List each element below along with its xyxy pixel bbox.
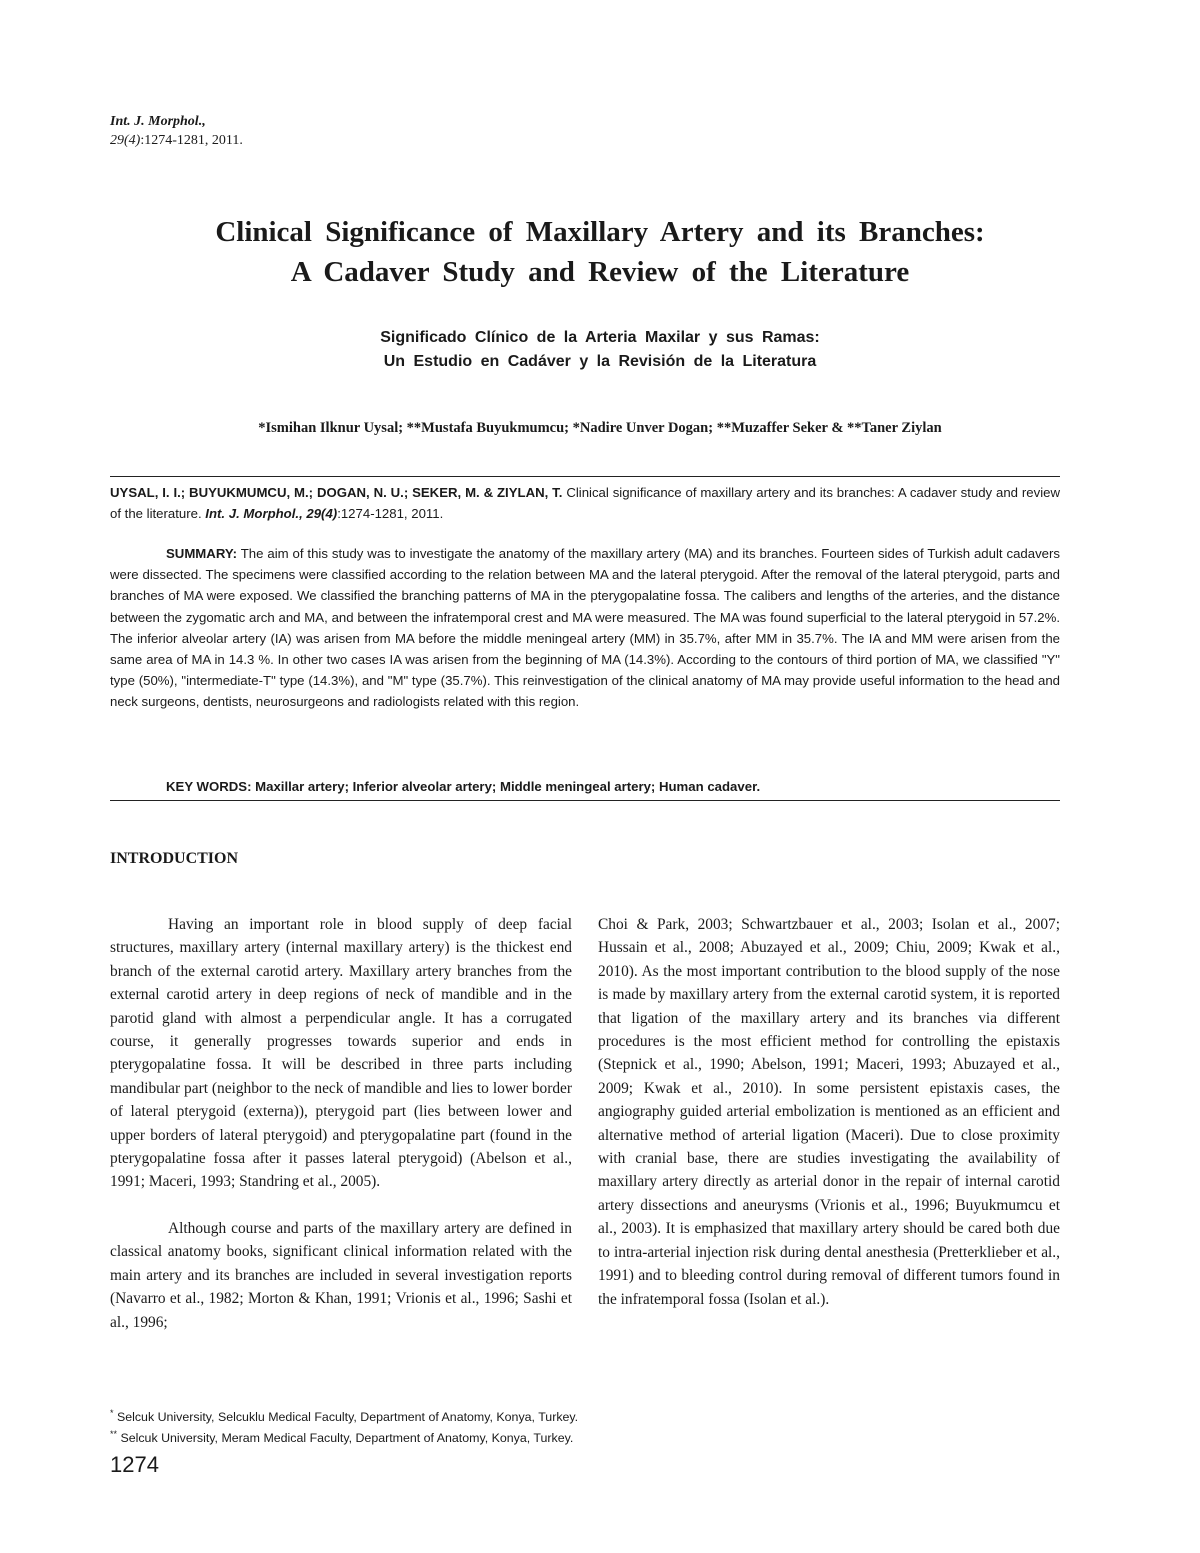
page-number: 1274 xyxy=(110,1452,159,1477)
intro-paragraph-2-continued: Choi & Park, 2003; Schwartzbauer et al., 2003; Isolan et al., 2007; Hussain et al., 2008; Abuzayed et al., 2009; Chiu, 2009; Kwak et al., 2010). As the most important contribution to the blood supply of the nose is made by maxillary artery from the external carotid system, it is reported that ligation of the maxillary artery and its branches via different procedures is the most efficient method for controlling the epistaxis (Stepnick et al., 1990; Abelson, 1991; Maceri, 1993; Abuzayed et al., 2009; Kwak et al., 2010). In some persistent epistaxis cases, the angiography guided arterial embolization is mentioned as an efficient and alternative method of arterial ligation (Maceri). Due to close proximity with cranial base, there are studies investigating the availability of maxillary artery directly as arterial donor in the repair of internal carotid artery dissections and aneurysms (Vrionis et al., 1996; Buyukmumcu et al., 2003). It is emphasized that maxillary artery should be cared both due to intra-arterial injection risk during dental anesthesia (Pretterklieber et al., 1991) and to bleeding control during removal of different tumors found in the infratemporal fossa (Isolan et al.). xyxy=(598,916,1060,1308)
paper-title-line1: Clinical Significance of Maxillary Artery and its Branches: xyxy=(215,216,985,248)
paper-title-line2: A Cadaver Study and Review of the Literature xyxy=(290,256,910,288)
paper-subtitle-line2: Un Estudio en Cadáver y la Revisión de la Literatura xyxy=(383,353,817,370)
affiliation-footnotes xyxy=(110,1405,578,1447)
summary-text: The aim of this study was to investigate the anatomy of the maxillary artery (MA) and its branches. Fourteen sides of Turkish adult cadavers were dissected. The specimens were classified according to the relation between MA and the lateral pterygoid. After the removal of the lateral pterygoid, parts and branches of MA were exposed. We classified the branching patterns of MA in the pterygopalatine fossa. The calibers and lengths of the arteries, and the distance between the zygomatic arch and MA, and between the infratemporal crest and MA were measured. The MA was found superficial to the lateral pterygoid in 57.2%. The inferior alveolar artery (IA) was arisen from MA before the middle meningeal artery (MM) in 35.7%, after MM in 35.7%. The IA and MM were arisen from the same area of MA in 14.3 %. In other two cases IA was arisen from the beginning of MA (14.3%). According to the contours of third portion of MA, we classified "Y" type (50%), "intermediate-T" type (14.3%), and "M" type (35.7%). This reinvestigation of the clinical anatomy of MA may provide useful information to the head and neck surgeons, dentists, neurosurgeons and radiologists related with this region. xyxy=(110,546,1060,710)
citation-pages: :1274-1281, 2011. xyxy=(337,506,444,522)
summary-paragraph xyxy=(110,543,1060,713)
journal-name: Int. J. Morphol., xyxy=(110,114,206,129)
journal-volume-issue: 29(4) xyxy=(110,133,141,148)
journal-reference xyxy=(110,112,243,150)
footnote-1-text: Selcuk University, Selcuklu Medical Faculty, Department of Anatomy, Konya, Turkey. xyxy=(113,1410,579,1425)
right-column xyxy=(598,913,1060,1311)
summary-label: SUMMARY: xyxy=(166,546,238,561)
keywords-line: KEY WORDS: Maxillar artery; Inferior alveolar artery; Middle meningeal artery; Human cadaver. xyxy=(166,779,761,794)
citation-text: Clinical significance of maxillary artery and its branches: A cadaver study and review of the literature. xyxy=(110,485,1061,522)
left-column xyxy=(110,913,572,1334)
citation-block xyxy=(110,482,1060,524)
citation-journal: Int. J. Morphol., 29(4) xyxy=(205,506,338,522)
paper-title xyxy=(80,212,1120,292)
footnote-1 xyxy=(110,1405,578,1426)
abstract-bottom-rule xyxy=(110,800,1060,801)
intro-paragraph-1: Having an important role in blood supply of deep facial structures, maxillary artery (internal maxillary artery) is the thickest end branch of the external carotid artery. Maxillary artery branches from the external carotid artery in deep regions of neck of mandible and in the parotid gland with almost a perpendicular angle. It has a corrugated course, it generally progresses towards superior and ends in pterygopalatine fossa. It will be described in three parts including mandibular part (neighbor to the neck of mandible and lies to lower border of lateral pterygoid (externa)), pterygoid part (lies between lower and upper borders of lateral pterygoid) and pterygopalatine part (found in the pterygopalatine fossa after it passes lateral pterygoid) (Abelson et al., 1991; Maceri, 1993; Standring et al., 2005). xyxy=(110,916,572,1191)
journal-volume xyxy=(110,131,243,150)
intro-paragraph-2: Although course and parts of the maxillary artery are defined in classical anatomy books, significant clinical information related with the main artery and its branches are included in several investigation reports (Navarro et al., 1982; Morton & Khan, 1991; Vrionis et al., 1996; Sashi et al., 1996; xyxy=(110,1219,572,1331)
citation-authors: UYSAL, I. I.; BUYUKMUMCU, M.; DOGAN, N. U.; SEKER, M. & ZIYLAN, T. xyxy=(110,485,563,500)
paper-subtitle-line1: Significado Clínico de la Arteria Maxilar y sus Ramas: xyxy=(380,329,820,346)
footnote-2-text: Selcuk University, Meram Medical Faculty, Department of Anatomy, Konya, Turkey. xyxy=(117,1431,574,1446)
abstract-top-rule xyxy=(110,476,1060,477)
author-list: *Ismihan Ilknur Uysal; **Mustafa Buyukmumcu; *Nadire Unver Dogan; **Muzaffer Seker & **Taner Ziylan xyxy=(258,420,942,436)
paper-subtitle xyxy=(80,326,1120,374)
footnote-2-mark: ** xyxy=(110,1429,118,1440)
section-heading-introduction: INTRODUCTION xyxy=(110,850,239,867)
footnote-2 xyxy=(110,1426,578,1447)
footnote-1-mark: * xyxy=(110,1408,114,1418)
journal-pages-year: :1274-1281, 2011. xyxy=(140,133,243,148)
